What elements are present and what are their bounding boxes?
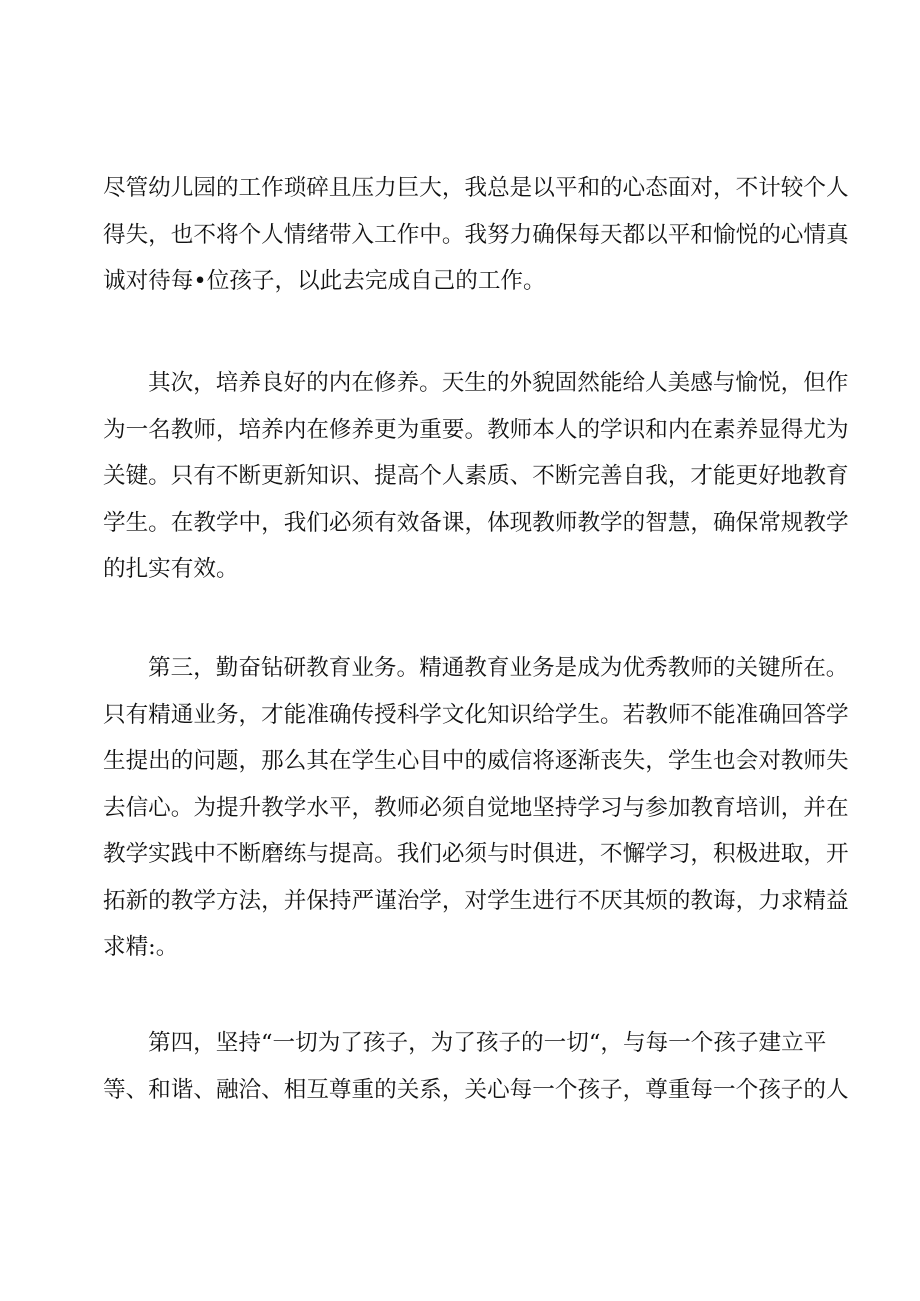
text-line: 只有精通业务，才能准确传授科学文化知识给学生。若教师不能准确回答学 [103, 701, 849, 728]
text-line: 诚对待每•位孩子，以此去完成自己的工作。 [103, 268, 546, 294]
paragraph-children-first [103, 1020, 849, 1113]
paragraph-work-attitude [103, 165, 849, 305]
text-line: 学生。在教学中，我们必须有效备课，体现教师教学的智慧，确保常规教学 [103, 509, 849, 536]
text-line: 第三，勤奋钻研教育业务。精通教育业务是成为优秀教师的关键所在。 [148, 655, 849, 681]
text-line: 第四，坚持“一切为了孩子，为了孩子的一切“，与每一个孩子建立平 [148, 1030, 827, 1056]
text-line: 求精:。 [103, 934, 179, 960]
paragraph-professional-study [103, 645, 849, 971]
text-line: 等、和谐、融洽、相互尊重的关系，关心每一个孩子，尊重每一个孩子的人 [103, 1076, 849, 1103]
text-line: 得失，也不将个人情绪带入工作中。我努力确保每天都以平和愉悦的心情真 [103, 221, 849, 248]
text-line: 尽管幼儿园的工作琐碎且压力巨大，我总是以平和的心态面对，不计较个人 [103, 175, 849, 201]
text-line: 其次，培养良好的内在修养。天生的外貌固然能给人美感与愉悦，但作 [148, 370, 849, 396]
text-line: 关键。只有不断更新知识、提高个人素质、不断完善自我，才能更好地教育 [103, 463, 849, 489]
text-line: 去信心。为提升教学水平，教师必须自觉地坚持学习与参加教育培训，并在 [103, 794, 849, 821]
text-line: 教学实践中不断磨练与提高。我们必须与时俱进，不懈学习，积极进取，开 [103, 841, 849, 867]
text-line: 拓新的教学方法，并保持严谨治学，对学生进行不厌其烦的教诲，力求精益 [103, 887, 849, 914]
text-line: 生提出的问题，那么其在学生心目中的威信将逐渐丧失，学生也会对教师失 [103, 748, 849, 774]
text-line: 的扎实有效。 [103, 556, 239, 582]
text-line: 为一名教师，培养内在修养更为重要。教师本人的学识和内在素养显得尤为 [103, 416, 849, 443]
paragraph-inner-cultivation [103, 360, 849, 593]
